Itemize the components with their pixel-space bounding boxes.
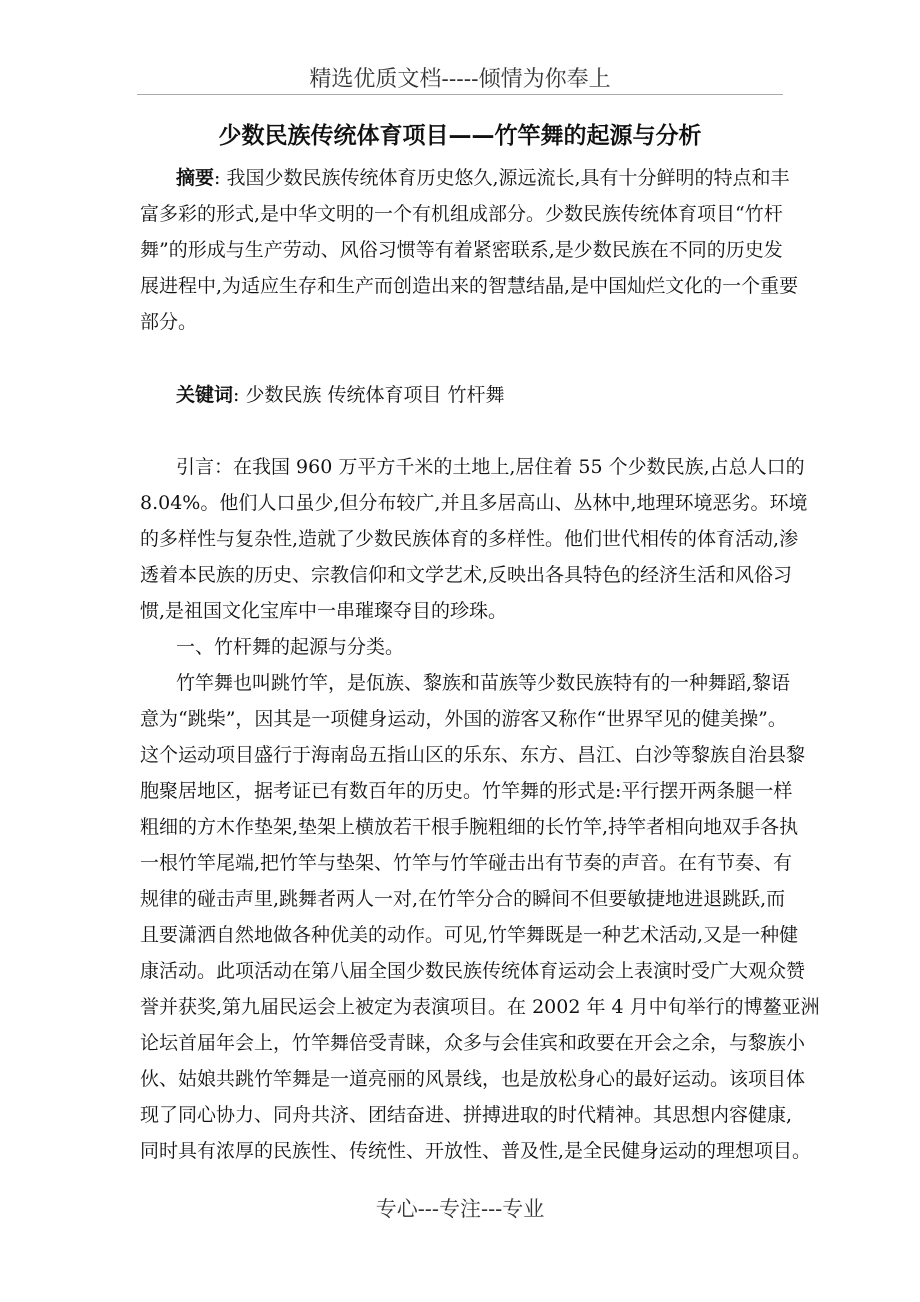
page-footer: 专心---专注---专业 — [375, 1197, 545, 1221]
body-line: 竹竿舞也叫跳竹竿，是佤族、黎族和苗族等少数民族特有的一种舞蹈,黎语 — [176, 672, 791, 694]
keywords-paragraph — [140, 377, 782, 413]
intro-line: 透着本民族的历史、宗教信仰和文学艺术,反映出各具特色的经济生活和风俗习 — [140, 564, 793, 586]
header-divider — [137, 94, 783, 95]
body-line: 康活动。此项活动在第八届全国少数民族传统体育运动会上表演时受广大观众赞 — [140, 960, 806, 982]
intro-line: 的多样性与复杂性,造就了少数民族体育的多样性。他们世代相传的体育活动,渗 — [140, 528, 799, 550]
body-line: 一根竹竿尾端,把竹竿与垫架、竹竿与竹竿碰击出有节奏的声音。在有节奏、有 — [140, 852, 793, 874]
abstract-line: 舞”的形成与生产劳动、风俗习惯等有着紧密联系,是少数民族在不同的历史发 — [140, 239, 783, 261]
intro-paragraph — [140, 449, 820, 1169]
body-line: 粗细的方木作垫架,垫架上横放若干根手腕粗细的长竹竿,持竿者相向地双手各执 — [140, 816, 799, 838]
body-line: 这个运动项目盛行于海南岛五指山区的乐东、东方、昌江、白沙等黎族自治县黎 — [140, 744, 806, 766]
intro-line: 引言：在我国 960 万平方千米的土地上,居住着 55 个少数民族,占总人口的 — [176, 456, 805, 478]
body-line: 意为“跳柴”，因其是一项健身运动，外国的游客又称作“世界罕见的健美操”。 — [140, 708, 787, 730]
abstract-paragraph — [140, 160, 799, 340]
keywords-line: 关键词: 少数民族 传统体育项目 竹杆舞 — [176, 384, 505, 406]
page-header: 精选优质文档-----倾情为你奉上 — [309, 67, 611, 92]
keywords-label: 关键词 — [176, 384, 234, 406]
body-line: 同时具有浓厚的民族性、传统性、开放性、普及性,是全民健身运动的理想项目。 — [140, 1140, 812, 1162]
intro-line: 惯,是祖国文化宝库中一串璀璨夺目的珍珠。 — [140, 600, 508, 622]
abstract-line: 富多彩的形式,是中华文明的一个有机组成部分。少数民族传统体育项目“竹杆 — [140, 203, 783, 225]
document-title: 少数民族传统体育项目——竹竿舞的起源与分析 — [218, 123, 702, 149]
intro-line: 8.04%。他们人口虽少,但分布较广,并且多居高山、丛林中,地理环境恶劣。环境 — [140, 492, 808, 514]
abstract-line: 部分。 — [140, 311, 198, 333]
body-line: 规律的碰击声里,跳舞者两人一对,在竹竿分合的瞬间不但要敏捷地进退跳跃,而 — [140, 888, 786, 910]
body-line: 胞聚居地区，据考证已有数百年的历史。竹竿舞的形式是:平行摆开两条腿一样 — [140, 780, 793, 802]
body-line: 誉并获奖,第九届民运会上被定为表演项目。在 2002 年 4 月中旬举行的博鳌亚洲 — [140, 996, 820, 1018]
abstract-line: 摘要: 我国少数民族传统体育历史悠久,源远流长,具有十分鲜明的特点和丰 — [176, 167, 790, 189]
section-heading: 一、竹杆舞的起源与分类。 — [176, 636, 405, 658]
abstract-line: 展进程中,为适应生存和生产而创造出来的智慧结晶,是中国灿烂文化的一个重要 — [140, 275, 799, 297]
body-line: 且要潇洒自然地做各种优美的动作。可见,竹竿舞既是一种艺术活动,又是一种健 — [140, 924, 799, 946]
body-line: 论坛首届年会上，竹竿舞倍受青睐，众多与会佳宾和政要在开会之余，与黎族小 — [140, 1032, 806, 1054]
body-line: 伙、姑娘共跳竹竿舞是一道亮丽的风景线，也是放松身心的最好运动。该项目体 — [140, 1068, 806, 1090]
body-line: 现了同心协力、同舟共济、团结奋进、拼搏进取的时代精神。其思想内容健康, — [140, 1104, 793, 1126]
abstract-label: 摘要 — [176, 167, 215, 189]
